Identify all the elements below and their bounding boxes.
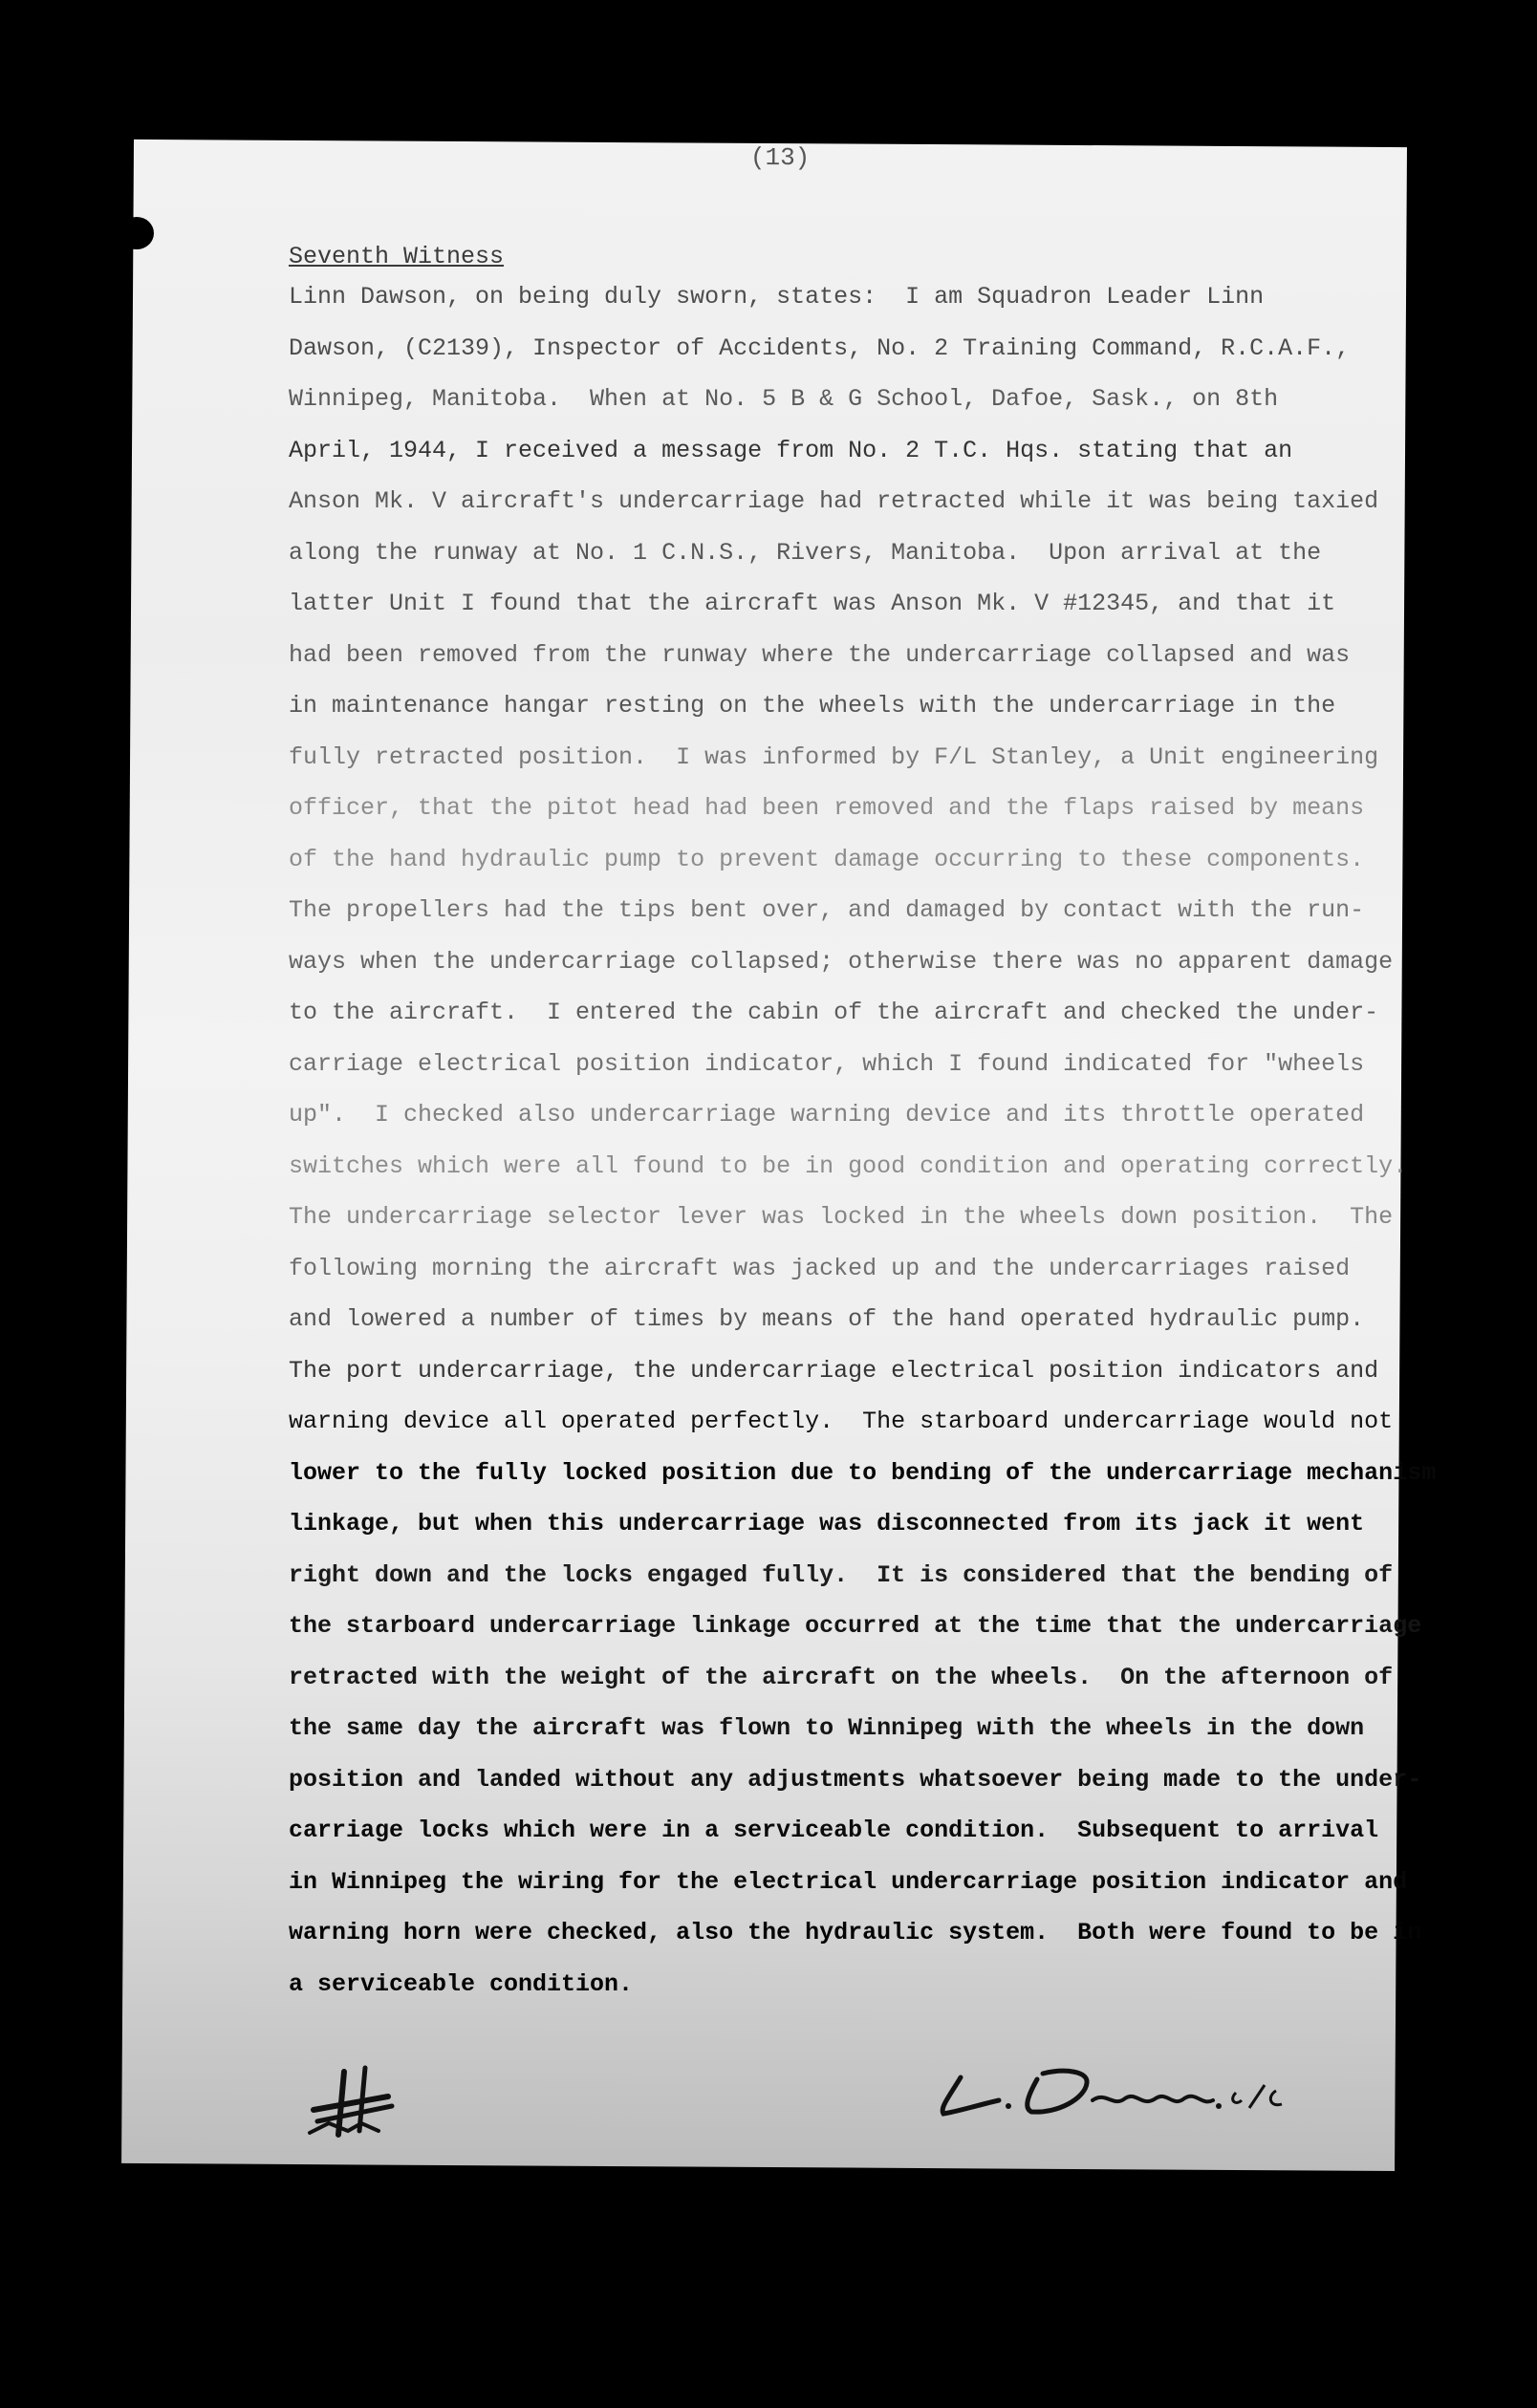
statement-line: and lowered a number of times by means of the hand operated hydraulic pump. xyxy=(289,1305,1365,1333)
statement-line: Linn Dawson, on being duly sworn, states: I am Squadron Leader Linn xyxy=(289,283,1265,311)
handwritten-signature xyxy=(932,2053,1305,2129)
statement-line: a serviceable condition. xyxy=(289,1969,634,1998)
witness-statement xyxy=(289,282,1436,2020)
statement-line: right down and the locks engaged fully. It is considered that the bending of xyxy=(289,1560,1394,1589)
section-heading: Seventh Witness xyxy=(289,243,505,270)
statement-line: warning device all operated perfectly. The starboard undercarriage would not xyxy=(289,1408,1394,1435)
statement-line: carriage locks which were in a serviceable condition. Subsequent to arrival xyxy=(289,1817,1379,1844)
statement-line: had been removed from the runway where the undercarriage collapsed and was xyxy=(289,640,1351,669)
statement-line: Winnipeg, Manitoba. When at No. 5 B & G School, Dafoe, Sask., on 8th xyxy=(289,385,1279,413)
statement-line: position and landed without any adjustments whatsoever being made to the under- xyxy=(289,1765,1422,1794)
page-number: (13) xyxy=(749,142,811,173)
statement-line: lower to the fully locked position due to bending of the undercarriage mechanism xyxy=(289,1458,1437,1487)
statement-line: switches which were all found to be in good condition and operating correctly. xyxy=(289,1151,1408,1180)
handwritten-initials xyxy=(304,2064,409,2140)
statement-line: latter Unit I found that the aircraft was Anson Mk. V #12345, and that it xyxy=(289,590,1336,617)
statement-line: to the aircraft. I entered the cabin of the aircraft and checked the under- xyxy=(289,999,1379,1026)
statement-line: up". I checked also undercarriage warning device and its throttle operated xyxy=(289,1101,1365,1129)
statement-line: in maintenance hangar resting on the wheels with the undercarriage in the xyxy=(289,692,1336,720)
statement-line: following morning the aircraft was jacked up and the undercarriages raised xyxy=(289,1254,1351,1282)
statement-line: The propellers had the tips bent over, and damaged by contact with the run- xyxy=(289,896,1365,924)
statement-line: April, 1944, I received a message from No. 2 T.C. Hqs. stating that an xyxy=(289,436,1293,464)
statement-line: officer, that the pitot head had been removed and the flaps raised by means xyxy=(289,794,1365,822)
statement-line: Dawson, (C2139), Inspector of Accidents, No. 2 Training Command, R.C.A.F., xyxy=(289,333,1351,362)
statement-line: ways when the undercarriage collapsed; otherwise there was no apparent damage xyxy=(289,947,1394,976)
statement-line: linkage, but when this undercarriage was disconnected from its jack it went xyxy=(289,1510,1365,1537)
statement-line: the starboard undercarriage linkage occurred at the time that the undercarriage xyxy=(289,1612,1422,1640)
statement-line: warning horn were checked, also the hydraulic system. Both were found to be in xyxy=(289,1919,1422,1946)
statement-line: carriage electrical position indicator, which I found indicated for "wheels xyxy=(289,1049,1365,1078)
statement-line: in Winnipeg the wiring for the electrical undercarriage position indicator and xyxy=(289,1867,1408,1896)
statement-line: Anson Mk. V aircraft's undercarriage had retracted while it was being taxied xyxy=(289,487,1379,515)
punch-hole xyxy=(119,217,154,249)
statement-line: of the hand hydraulic pump to prevent damage occurring to these components. xyxy=(289,845,1365,873)
statement-line: The port undercarriage, the undercarriage electrical position indicators and xyxy=(289,1356,1379,1385)
statement-line: fully retracted position. I was informed by F/L Stanley, a Unit engineering xyxy=(289,742,1379,771)
statement-line: the same day the aircraft was flown to Winnipeg with the wheels in the down xyxy=(289,1714,1365,1742)
statement-line: along the runway at No. 1 C.N.S., Rivers, Manitoba. Upon arrival at the xyxy=(289,538,1322,567)
statement-line: The undercarriage selector lever was locked in the wheels down position. The xyxy=(289,1203,1394,1231)
statement-line: retracted with the weight of the aircraft on the wheels. On the afternoon of xyxy=(289,1663,1394,1691)
